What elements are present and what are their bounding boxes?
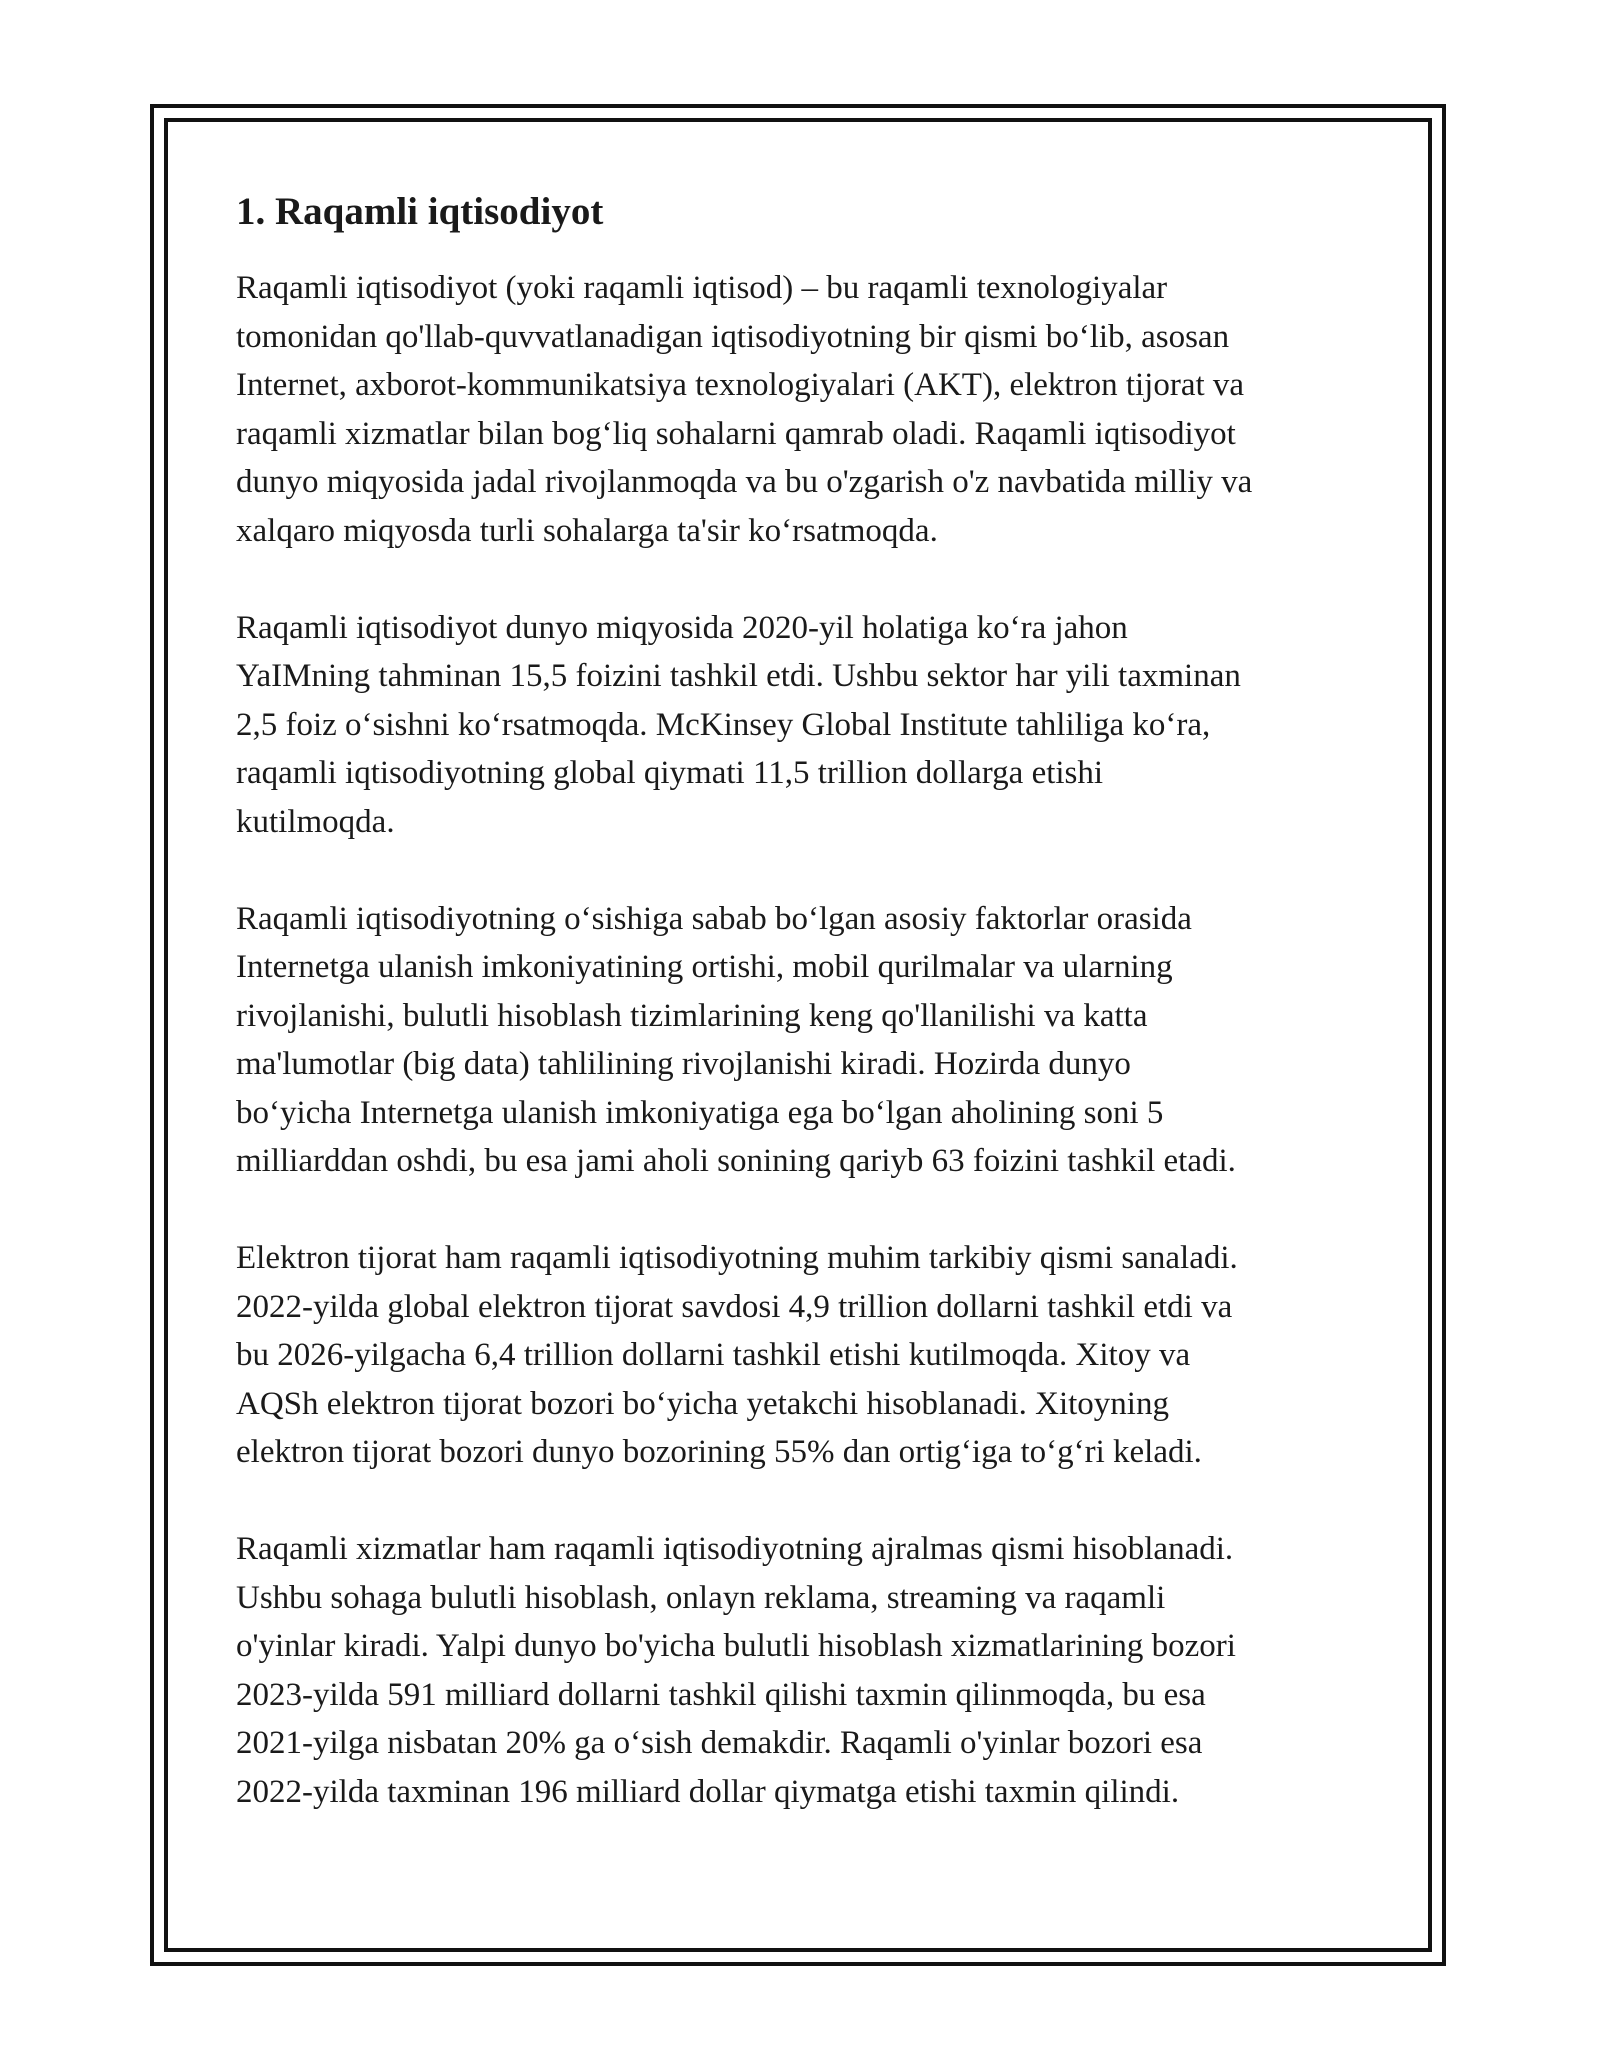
text-line: bu 2026-yilgacha 6,4 trillion dollarni tashkil etishi kutilmoqda. Xitoy va [236, 1337, 1191, 1373]
text-line: 2022-yilda taxminan 196 milliard dollar qiymatga etishi taxmin qilindi. [236, 1773, 1180, 1810]
paragraph-3 [236, 895, 1386, 1186]
document-body [236, 180, 1386, 1865]
text-line: raqamli iqtisodiyotning global qiymati 11,5 trillion dollarga etishi [236, 755, 1104, 791]
text-line: Raqamli iqtisodiyot dunyo miqyosida 2020-yil holatiga ko‘ra jahon [236, 609, 1128, 646]
text-line: xalqaro miqyosda turli sohalarga ta'sir ko‘rsatmoqda. [236, 512, 938, 549]
text-line: bo‘yicha Internetga ulanish imkoniyatiga ega bo‘lgan aholining soni 5 [236, 1094, 1164, 1131]
text-line: raqamli xizmatlar bilan bog‘liq sohalarni qamrab oladi. Raqamli iqtisodiyot [236, 415, 1236, 452]
text-line: milliarddan oshdi, bu esa jami aholi sonining qariyb 63 foizini tashkil etadi. [236, 1143, 1236, 1179]
text-line: Raqamli iqtisodiyotning o‘sishiga sabab bo‘lgan asosiy faktorlar orasida [236, 900, 1192, 937]
text-line: Elektron tijorat ham raqamli iqtisodiyotning muhim tarkibiy qismi sanaladi. [236, 1240, 1238, 1276]
text-line: 2022-yilda global elektron tijorat savdosi 4,9 trillion dollarni tashkil etdi va [236, 1288, 1233, 1325]
text-line: Internetga ulanish imkoniyatining ortishi, mobil qurilmalar va ularning [236, 949, 1173, 985]
text-line: dunyo miqyosida jadal rivojlanmoqda va bu o'zgarish o'z navbatida milliy va [236, 464, 1253, 500]
text-line: tomonidan qo'llab-quvvatlanadigan iqtisodiyotning bir qismi bo‘lib, asosan [236, 318, 1230, 355]
text-line: Raqamli xizmatlar ham raqamli iqtisodiyotning ajralmas qismi hisoblanadi. [236, 1531, 1234, 1567]
paragraph-5 [236, 1525, 1386, 1816]
text-line: YaIMning tahminan 15,5 foizini tashkil etdi. Ushbu sektor har yili taxminan [236, 658, 1241, 694]
text-line: Ushbu sohaga bulutli hisoblash, onlayn reklama, streaming va raqamli [236, 1579, 1166, 1616]
section-heading: 1. Raqamli iqtisodiyot [236, 190, 604, 233]
paragraph-2 [236, 604, 1386, 847]
text-line: Raqamli iqtisodiyot (yoki raqamli iqtisod) – bu raqamli texnologiyalar [236, 270, 1168, 306]
text-line: 2021-yilga nisbatan 20% ga o‘sish demakdir. Raqamli o'yinlar bozori esa [236, 1725, 1203, 1761]
text-line: elektron tijorat bozori dunyo bozorining 55% dan ortig‘iga to‘g‘ri keladi. [236, 1434, 1202, 1470]
paragraph-1 [236, 264, 1386, 555]
text-line: 2023-yilda 591 milliard dollarni tashkil qilishi taxmin qilinmoqda, bu esa [236, 1676, 1206, 1713]
text-line: AQSh elektron tijorat bozori bo‘yicha yetakchi hisoblanadi. Xitoyning [236, 1385, 1169, 1422]
text-line: rivojlanishi, bulutli hisoblash tizimlarining keng qo'llanilishi va katta [236, 997, 1148, 1034]
text-line: Internet, axborot-kommunikatsiya texnologiyalari (AKT), elektron tijorat va [236, 367, 1245, 403]
paragraph-4 [236, 1234, 1386, 1477]
text-line: o'yinlar kiradi. Yalpi dunyo bo'yicha bulutli hisoblash xizmatlarining bozori [236, 1628, 1236, 1664]
text-line: ma'lumotlar (big data) tahlilining rivojlanishi kiradi. Hozirda dunyo [236, 1046, 1131, 1082]
text-line: 2,5 foiz o‘sishni ko‘rsatmoqda. McKinsey Global Institute tahliliga ko‘ra, [236, 706, 1211, 743]
text-line: kutilmoqda. [236, 803, 395, 840]
